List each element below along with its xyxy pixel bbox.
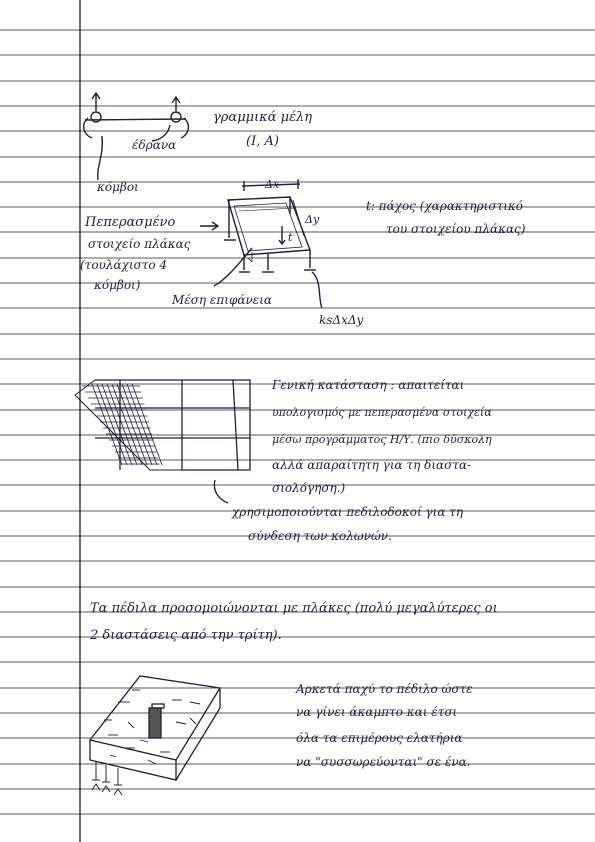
general-note-5: σιολόγηση.) xyxy=(272,481,346,495)
footing-paragraph-1: Τα πέδιλα προσομοιώνονται με πλάκες (πολύ μεγαλύτερες οι xyxy=(90,601,498,616)
tie-beam-note-2: σύνδεση των κολωνών. xyxy=(248,529,392,543)
general-note-2: υπολογισμός με πεπερασμένα στοιχεία xyxy=(272,406,492,419)
mesh-line xyxy=(127,384,157,465)
rigid-note-4: να "συσσωρεύονται" σε ένα. xyxy=(296,755,471,769)
mesh-hatch xyxy=(82,384,162,465)
joints-label: κόμβοι xyxy=(97,180,139,194)
thickness-note-1: t: πάχος (χαρακτηριστικό xyxy=(366,199,524,213)
tie-beam-note-1: χρησιμοποιούνται πεδιλοδοκοί για τη xyxy=(232,505,464,519)
mesh-line xyxy=(102,384,132,465)
mesh-line xyxy=(112,384,142,465)
mesh-line xyxy=(97,384,127,465)
mesh-line xyxy=(122,384,152,465)
section-props-label: (I, A) xyxy=(246,134,279,149)
dx-label: Δx xyxy=(265,178,280,191)
thickness-note-2: του στοιχείου πλάκας) xyxy=(386,222,526,236)
footing-paragraph-2: 2 διαστάσεις από την τρίτη). xyxy=(90,628,282,643)
element-label-2: στοιχείο πλάκας xyxy=(88,237,191,251)
general-note-3: μέσω προγράμματος Η/Υ. (πιο δύσκολη xyxy=(272,433,492,446)
footing-block-sketch xyxy=(90,676,220,795)
mesh-line xyxy=(107,384,137,465)
foundation-grid-sketch xyxy=(75,380,250,503)
dy-label: Δy xyxy=(305,213,320,226)
element-label-3: (τουλάχιστο 4 xyxy=(80,258,168,272)
plate-element-sketch xyxy=(200,179,322,308)
beam-label: γραμμικά μέλη xyxy=(213,110,313,125)
general-note-4: αλλά απαραίτητη για τη διαστα- xyxy=(272,458,472,472)
general-note-1: Γενική κατάσταση : απαιτείται xyxy=(272,378,465,392)
mesh-line xyxy=(132,384,162,465)
rigid-note-2: να γίνει άκαμπτο και έτσι xyxy=(296,705,458,719)
element-label-1: Πεπερασμένο xyxy=(85,215,176,230)
mesh-line xyxy=(92,384,122,465)
spring-label: ksΔxΔy xyxy=(319,313,364,327)
midsurface-label: Μέση επιφάνεια xyxy=(172,293,273,307)
supports-label: έδρανα xyxy=(132,138,177,152)
t-label: t xyxy=(288,231,293,244)
mesh-line xyxy=(117,384,147,465)
element-label-4: κόμβοι) xyxy=(94,278,141,292)
rigid-note-1: Αρκετά παχύ το πέδιλο ώστε xyxy=(296,682,473,696)
ruled-lines xyxy=(0,30,595,814)
rigid-note-3: όλα τα επιμέρους ελατήρια xyxy=(296,731,463,745)
